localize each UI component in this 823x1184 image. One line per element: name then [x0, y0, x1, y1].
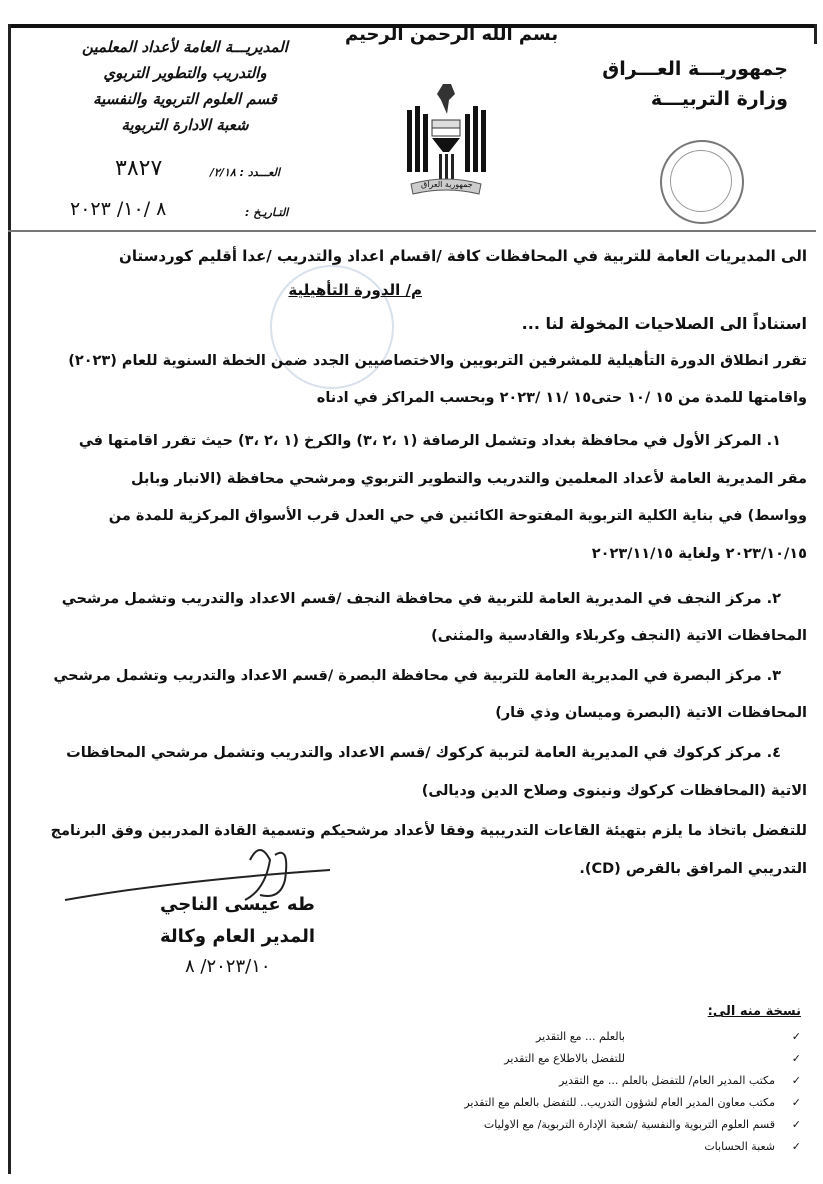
check-icon: ✓	[791, 1096, 801, 1109]
body-line: مقر المديرية العامة لأعداد المعلمين والتدريب والتطوير التربوي ومرشحي محافظة (الانبار وبابل	[131, 471, 807, 487]
copy-item	[371, 1096, 801, 1118]
emblem-ribbon-text: جمهورية العراق	[421, 180, 473, 189]
body-line: ٢٠٢٣/١٠/١٥ ولغاية ٢٠٢٣/١١/١٥	[591, 546, 807, 562]
subject: م/ الدورة التأهيلية	[288, 281, 422, 299]
number-value: ٣٨٢٧	[115, 156, 163, 181]
check-icon: ✓	[791, 1030, 801, 1043]
copy-item	[371, 1052, 801, 1074]
page-border-left	[8, 24, 11, 1174]
copies-list	[371, 1030, 801, 1162]
body-line: ٣. مركز البصرة في المديرية العامة للتربية في محافظة البصرة /قسم الاعداد والتدريب وتشمل مرشحي	[53, 668, 781, 684]
number-label: العـــدد : ٢/١٨/	[210, 166, 280, 179]
copy-item	[371, 1074, 801, 1096]
body-line: تقرر انطلاق الدورة التأهيلية للمشرفين التربويين والاختصاصيين الجدد ضمن الخطة السنوية للعام (٢٠٢٣)	[68, 353, 807, 369]
copy-item-text: مكتب معاون المدير العام لشؤون التدريب.. للتفضل بالعلم مع التقدير	[464, 1096, 775, 1109]
body-line: الاتية (المحافظات كركوك ونينوى وصلاح الدين وديالى)	[421, 783, 807, 799]
date-label: التـاريـخ :	[245, 206, 289, 219]
check-icon: ✓	[791, 1140, 801, 1153]
page-border-right	[814, 24, 817, 44]
letter-body	[16, 244, 807, 887]
signature-date: ٢٠٢٣/١٠/ ٨	[185, 956, 271, 977]
check-icon: ✓	[791, 1052, 801, 1065]
copy-item-text: شعبة الحسابات	[704, 1140, 775, 1153]
copy-item	[371, 1118, 801, 1140]
copy-item	[371, 1030, 801, 1052]
copy-item-text: للتفضل بالاطلاع مع التقدير	[504, 1052, 625, 1065]
org-line: والتدريب والتطوير التربوي	[103, 64, 267, 82]
addressee: الى المديريات العامة للتربية في المحافظات كافة /اقسام اعداد والتدريب /عدا أقليم كوردستان	[119, 247, 807, 265]
signatory-title: المدير العام وكالة	[160, 926, 316, 947]
check-icon: ✓	[791, 1074, 801, 1087]
org-line: شعبة الادارة التربوية	[121, 116, 249, 134]
body-line: المحافظات الاتية (النجف وكربلاء والقادسية والمثنى)	[431, 628, 807, 644]
ministry-seal-icon	[660, 140, 744, 224]
body-line: ١. المركز الأول في محافظة بغداد وتشمل الرصافة (١ ،٢ ،٣) والكرخ (١ ،٢ ،٣) حيث تقرر اقامتها في	[78, 433, 781, 449]
date-value: ٨ /١٠/ ٢٠٢٣	[70, 198, 167, 220]
body-line: ٢. مركز النجف في المديرية العامة للتربية في محافظة النجف /قسم الاعداد والتدريب وتشمل مرشحي	[61, 591, 781, 607]
check-icon: ✓	[791, 1118, 801, 1131]
body-line: ٤. مركز كركوك في المديرية العامة لتربية كركوك /قسم الاعداد والتدريب وتشمل مرشحي المحافظات	[66, 745, 781, 761]
body-line: واقامتها للمدة من ١٥ /١٠ حتى١٥ /١١ /٢٠٢٣ وبحسب المراكز في ادناه	[316, 390, 807, 406]
body-line: المحافظات الاتية (البصرة وميسان وذي قار)	[495, 705, 807, 721]
opening: استناداً الى الصلاحيات المخولة لنا ...	[521, 314, 807, 333]
copy-item	[371, 1140, 801, 1162]
copy-item-text: بالعلم ... مع التقدير	[536, 1030, 625, 1043]
header-divider	[8, 230, 816, 232]
signatory-name: طه عيسى الناجي	[160, 894, 315, 915]
org-line: قسم العلوم التربوية والنفسية	[93, 90, 277, 108]
copy-item-text: قسم العلوم التربوية والنفسية /شعبة الإدارة التربوية/ مع الاوليات	[483, 1118, 775, 1131]
body-line: للتفضل باتخاذ ما يلزم بتهيئة القاعات التدريبية وفقا لأعداد مرشحيكم وتسمية القادة المدربين وفق البرنامج	[50, 823, 807, 839]
copy-item-text: مكتب المدير العام/ للتفضل بالعلم ... مع التقدير	[558, 1074, 775, 1087]
basmala: بسم الله الرحمن الرحيم	[345, 24, 559, 45]
ministry-name: وزارة التربيـــة	[650, 88, 788, 110]
org-line: المديريـــة العامة لأعداد المعلمين	[82, 38, 288, 56]
copies-heading: نسخة منه الى:	[707, 1004, 801, 1019]
body-line: التدريبي المرافق بالقرص (CD).	[579, 861, 807, 877]
body-line: وواسط) في بناية الكلية التربوية المفتوحة الكائنين في حي العدل قرب الأسواق المركزية للمدة من	[108, 508, 807, 524]
state-name: جمهوريـــة العـــراق	[602, 58, 788, 80]
